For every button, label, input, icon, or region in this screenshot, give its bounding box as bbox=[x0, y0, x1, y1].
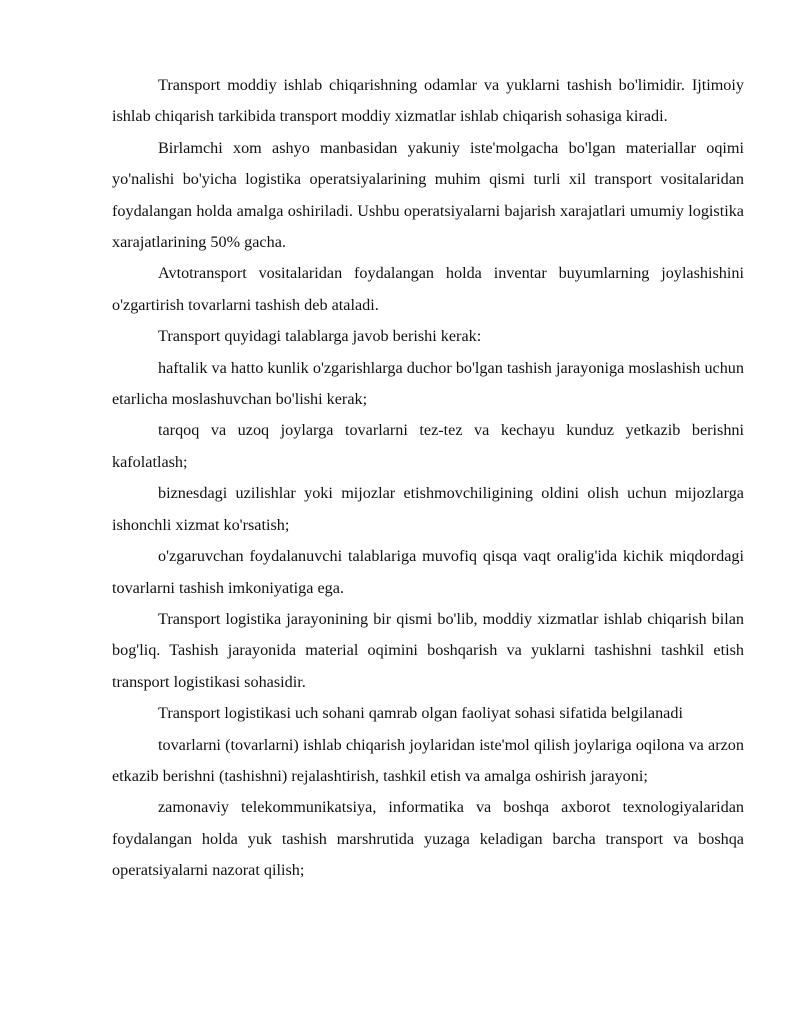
paragraph-requirement-reliability: biznesdagi uzilishlar yoki mijozlar etishmovchiligining oldini olish uchun mijozlarga ishonchli xizmat ko'rsatish; bbox=[112, 484, 744, 534]
paragraph-requirement-small-batches: o'zgaruvchan foydalanuvchi talablariga muvofiq qisqa vaqt oralig'ida kichik miqdordagi tovarlarni tashish imkoniyatiga ega. bbox=[112, 547, 744, 597]
paragraph-area-planning: tovarlarni (tovarlarni) ishlab chiqarish joylaridan iste'mol qilish joylariga oqilona va arzon etkazib berishni (tashishni) rejalashtirish, tashkil etish va amalga oshirish jarayoni; bbox=[112, 735, 744, 785]
paragraph-requirements-intro: Transport quyidagi talablarga javob berishi kerak: bbox=[158, 327, 482, 346]
paragraph-requirement-flexibility: haftalik va hatto kunlik o'zgarishlarga duchor bo'lgan tashish jarayoniga moslashish uchun etarlicha moslashuvchan bo'lishi kerak; bbox=[112, 358, 744, 409]
paragraph-goods-transport: Avtotransport vositalaridan foydalangan holda inventar buyumlarning joylashishini o'zgartirish tovarlarni tashish deb ataladi. bbox=[112, 264, 744, 314]
paragraph-requirement-delivery: tarqoq va uzoq joylarga tovarlarni tez-tez va kechayu kunduz yetkazib berishni kafolatlash; bbox=[112, 421, 744, 471]
paragraph-area-control: zamonaviy telekommunikatsiya, informatika va boshqa axborot texnologiyalaridan foydalangan holda yuk tashish marshrutida yuzaga keladigan barcha transport va boshqa operatsiyalarni nazorat qilish; bbox=[112, 798, 744, 880]
paragraph-material-flow: Birlamchi xom ashyo manbasidan yakuniy iste'molgacha bo'lgan materiallar oqimi yo'nalishi bo'yicha logistika operatsiyalarining muhim qismi turli xil transport vositalaridan foydalangan holda amalga oshiriladi. Ushbu operatsiyalarni bajarish xarajatlari umumiy logistika xarajatlarining 50% gacha. bbox=[112, 138, 744, 252]
paragraph-transport-definition: Transport moddiy ishlab chiqarishning odamlar va yuklarni tashish bo'limidir. Ijtimoiy ishlab chiqarish tarkibida transport moddiy xizmatlar ishlab chiqarish sohasiga kiradi. bbox=[112, 76, 744, 126]
paragraph-three-areas: Transport logistikasi uch sohani qamrab olgan faoliyat sohasi sifatida belgilanadi bbox=[158, 704, 683, 723]
document-page bbox=[112, 70, 744, 887]
paragraph-logistics-process: Transport logistika jarayonining bir qismi bo'lib, moddiy xizmatlar ishlab chiqarish bilan bog'liq. Tashish jarayonida material oqimini boshqarish va yuklarni tashishni tashkil etish transport logistikasi sohasidir. bbox=[112, 609, 744, 691]
